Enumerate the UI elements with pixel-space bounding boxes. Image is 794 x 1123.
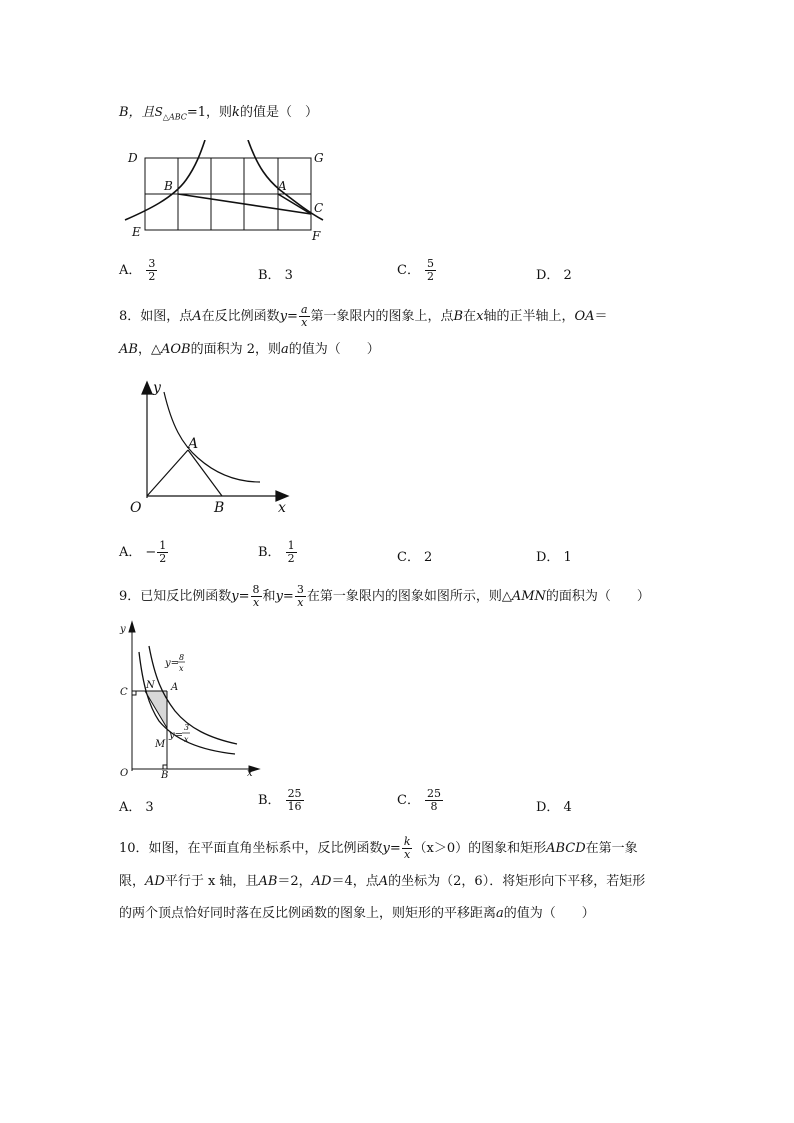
q9-label-n: N xyxy=(146,680,155,691)
q7-k: k xyxy=(232,105,240,120)
q9-label-d8: x xyxy=(179,664,184,673)
q7-option-a: A． $\frac{3}{2}$ xyxy=(119,257,156,283)
q8-segment-oa xyxy=(147,450,188,496)
q8-stem-line1: 8．如图，点A在反比例函数y= $\frac{a}{x}$ 第一象限内的图象上，点B在x轴的正半轴上，OA＝ xyxy=(119,303,608,329)
q8-option-c: C． 2 xyxy=(397,550,433,565)
q7-label-a: A xyxy=(278,179,287,193)
q8-label-y: y xyxy=(153,380,161,396)
q7-option-c: C． $\frac{5}{2}$ xyxy=(397,257,434,283)
q7-option-b: B． 3 xyxy=(258,268,293,283)
q9-label-o: O xyxy=(120,768,129,779)
q9-label-y3: y= xyxy=(169,730,184,741)
q8-hyperbola xyxy=(164,392,260,482)
q7-label-e: E xyxy=(132,225,141,239)
q9-right-angle-c xyxy=(132,691,136,695)
q7-label-g: G xyxy=(314,151,324,165)
q9-label-y8: y= xyxy=(165,658,180,669)
q10-stem-line3: 的两个顶点恰好同时落在反比例函数的图象上，则矩形的平移距离a的值为（ ） xyxy=(119,906,595,921)
q9-option-d: D． 4 xyxy=(536,800,572,815)
q9-y-arrow xyxy=(129,622,135,632)
q7-stem-eq: =1，则 xyxy=(186,105,233,120)
q7-s-sub: △ABC xyxy=(162,112,187,122)
q9-option-a: A． 3 xyxy=(119,800,154,815)
q9-label-n8: 8 xyxy=(179,653,185,662)
q8-segment-ab xyxy=(188,450,222,496)
q7-option-d: D． 2 xyxy=(536,268,572,283)
q7-stem-pre: B，且 xyxy=(119,105,155,120)
q9-label-n3: 3 xyxy=(184,723,190,732)
q8-option-d: D． 1 xyxy=(536,550,572,565)
q8-label-a: A xyxy=(188,436,199,452)
q9-label-a: A xyxy=(171,682,179,693)
q8-label-x: x xyxy=(278,500,286,516)
q9-label-m: M xyxy=(155,739,166,750)
q7-label-d: D xyxy=(128,151,138,165)
q9-stem: 9．已知反比例函数y= $\frac{8}{x}$ 和y= $\frac{3}{x}$ 在第一象限内的图象如图所示，则△AMN的面积为（ ） xyxy=(119,583,650,609)
q7-label-f: F xyxy=(312,229,321,243)
q9-label-c: C xyxy=(120,687,128,698)
q9-figure xyxy=(117,616,262,781)
q7-label-b: B xyxy=(164,179,173,193)
q9-option-c: C． $\frac{25}{8}$ xyxy=(397,787,441,813)
q8-figure xyxy=(120,378,300,518)
q9-option-b: B． $\frac{25}{16}$ xyxy=(258,787,302,813)
q7-stem-post: 的值是（ ） xyxy=(239,105,318,120)
q7-figure xyxy=(118,140,333,244)
q9-label-b: B xyxy=(161,770,169,781)
q8-option-b: B． $\frac{1}{2}$ xyxy=(258,539,295,565)
q9-label-d3: x xyxy=(184,735,189,744)
q10-stem-line1: 10．如图，在平面直角坐标系中，反比例函数y= $\frac{k}{x}$ （x＞0）的图象和矩形ABCD在第一象 xyxy=(119,835,638,861)
q10-stem-line2: 限，AD平行于 x 轴，且AB＝2，AD＝4，点A的坐标为（2，6）．将矩形向下平移，若矩形 xyxy=(119,874,646,889)
q9-label-x: x xyxy=(247,768,253,779)
q7-stem xyxy=(119,102,318,128)
q9-label-y: y xyxy=(120,624,126,635)
q8-y-arrow xyxy=(142,382,152,394)
q7-label-c: C xyxy=(314,201,324,215)
q8-label-b: B xyxy=(214,500,225,516)
q8-label-o: O xyxy=(130,500,142,516)
q7-s-symbol: S xyxy=(154,105,163,119)
q9-right-angle-b xyxy=(163,765,167,769)
q8-stem-line2: AB，△AOB的面积为 2，则a的值为（ ） xyxy=(119,342,380,357)
q8-option-a: A． − $\frac{1}{2}$ xyxy=(119,539,167,565)
